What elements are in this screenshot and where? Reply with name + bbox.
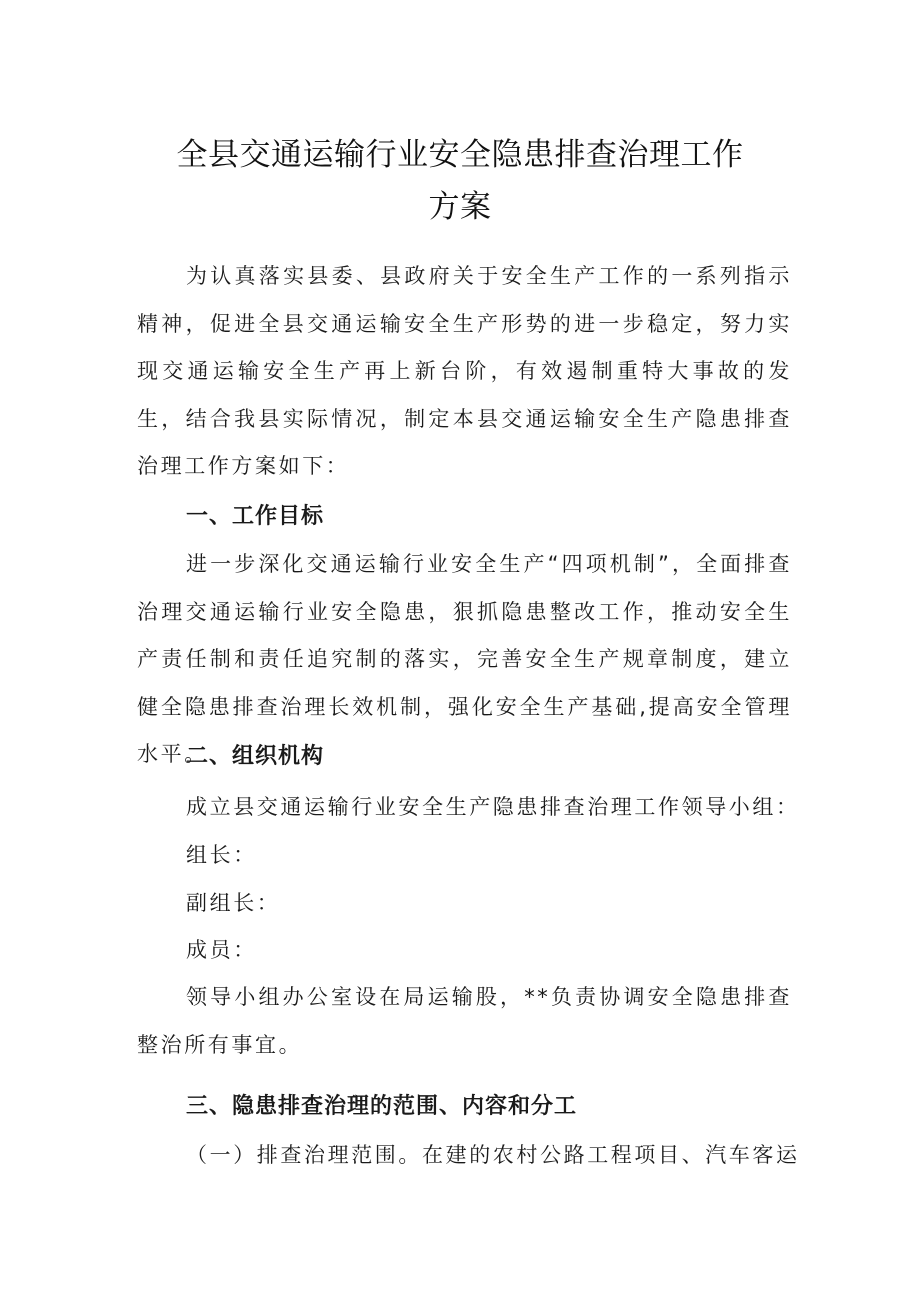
members-line: 成员：: [186, 938, 257, 962]
document-title-line-2: 方案: [428, 189, 492, 225]
section-1-heading: 一、工作目标: [186, 504, 325, 529]
intro-paragraph: 为认真落实县委、县政府关于安全生产工作的一系列指示精神，促进全县交通运输安全生产形势的进一步稳定，努力实现交通运输安全生产再上新台阶，有效遏制重特大事故的发生，结合我县实际情况，制定本县交通运输安全生产隐患排查治理工作方案如下：: [137, 264, 792, 479]
group-leader-line: 组长：: [186, 843, 257, 867]
deputy-leader-line: 副组长：: [186, 891, 281, 915]
document-title-line-1: 全县交通运输行业安全隐患排查治理工作: [176, 137, 744, 173]
section-1-paragraph: 进一步深化交通运输行业安全生产“四项机制”，全面排查治理交通运输行业安全隐患，狠抓隐患整改工作，推动安全生产责任制和责任追究制的落实，完善安全生产规章制度，建立健全隐患排查治理长效机制，强化安全生产基础,提高安全管理水平。: [137, 552, 792, 767]
section-2-heading: 二、组织机构: [186, 744, 325, 769]
section-2-intro-line: 成立县交通运输行业安全生产隐患排查治理工作领导小组：: [186, 795, 800, 819]
section-3-first-line: （一）排查治理范围。在建的农村公路工程项目、汽车客运: [186, 1143, 800, 1167]
office-paragraph: 领导小组办公室设在局运输股，**负责协调安全隐患排查整治所有事宜。: [137, 985, 792, 1057]
section-3-heading: 三、隐患排查治理的范围、内容和分工: [186, 1094, 578, 1119]
